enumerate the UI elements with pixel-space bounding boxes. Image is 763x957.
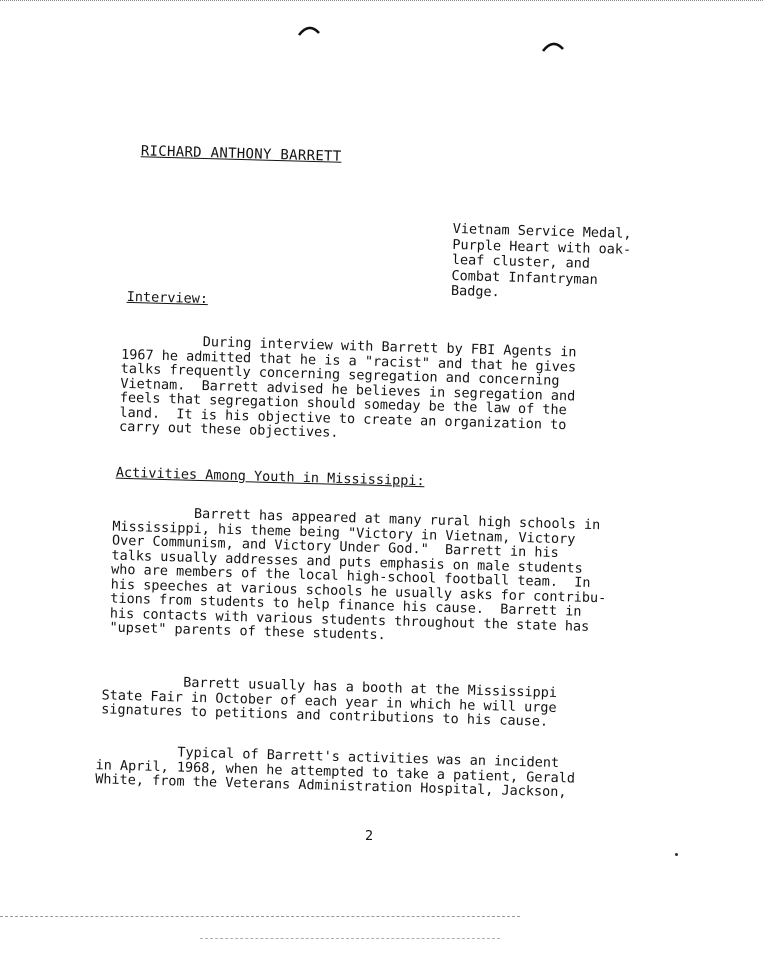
section-heading-interview: Interview: — [126, 288, 209, 308]
paragraph-activities-1: Barrett has appeared at many rural high schools in Mississippi, his theme being "Victory in Vietnam, Victory Over Communism, and Victory Under God." Barrett in his talks usually addresses and puts emphasis on male students who are members of the local high-school football team. In his speeches at various schools he usually asks for contribu- tions from students to help finance his cause. Barrett in his contacts with various students throughout the state has "upset" parents of these students. — [109, 503, 607, 644]
paragraph-activities-3: Typical of Barrett's activities was an incident in April, 1968, when he attempted to take a patient, Gerald White, from the Veterans Administration Hospital, Jackson, — [95, 742, 576, 801]
paragraph-activities-2: Barrett usually has a booth at the Mississippi State Fair in October of each year in which he will urge signatures to petitions and contributions to his cause. — [100, 672, 558, 730]
page-number: 2 — [365, 828, 374, 844]
page-edge-bottom-2 — [200, 938, 500, 939]
section-heading-activities: Activities Among Youth in Mississippi: — [115, 464, 425, 490]
document-title: RICHARD ANTHONY BARRETT — [140, 143, 342, 165]
paragraph-interview: During interview with Barrett by FBI Agents in 1967 he admitted that he is a "racist" and that he gives talks frequently concerning segregation and concerning Vietnam. Barrett advised he believes in segregation and feels that segregation should someday be the law of the land. It is his objective to create an organization to carry out these objectives. — [118, 331, 577, 441]
speck — [675, 853, 678, 856]
medal-list: Vietnam Service Medal, Purple Heart with oak- leaf cluster, and Combat Infantryman Badge. — [450, 220, 632, 301]
page-edge-bottom — [0, 916, 520, 917]
